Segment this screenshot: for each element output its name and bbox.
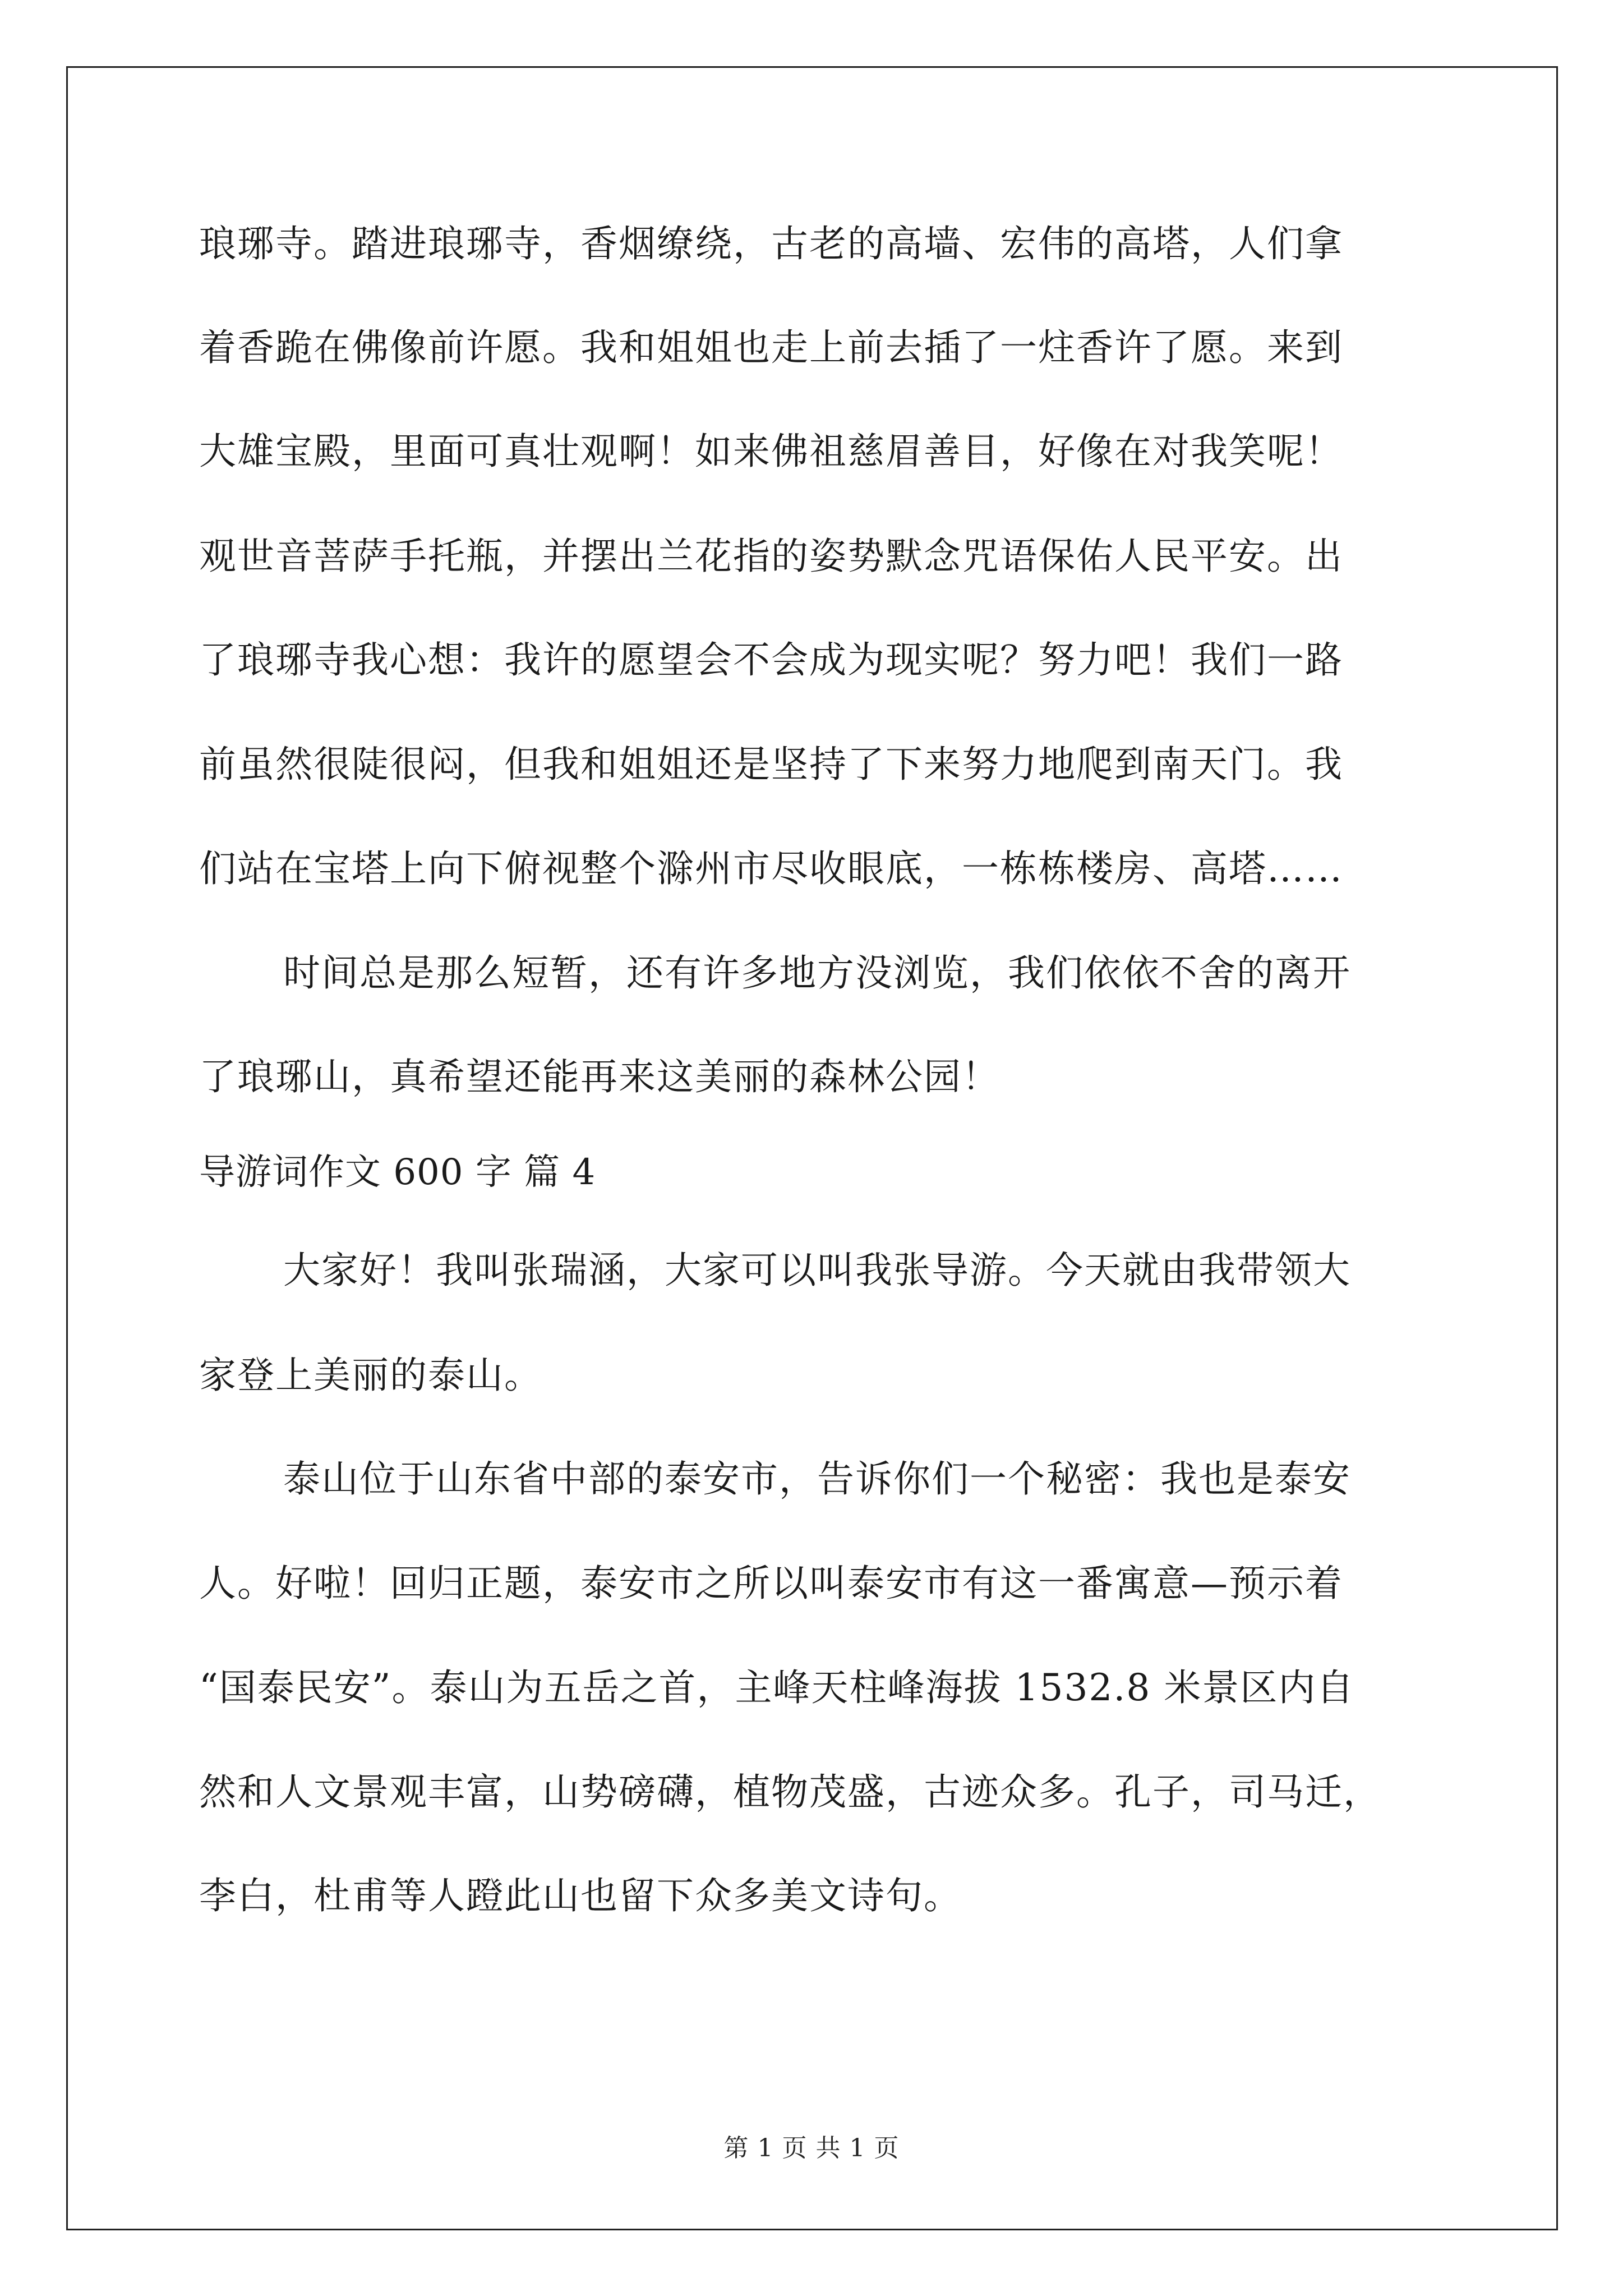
paragraph-1-line-2: 着香跪在佛像前许愿。我和姐姐也走上前去插了一炷香许了愿。来到 [199,326,1343,369]
paragraph-4-line-2: 人。好啦！回归正题，泰安市之所以叫泰安市有这一番寓意—预示着 [199,1562,1343,1605]
paragraph-3-line-2: 家登上美丽的泰山。 [199,1354,542,1397]
paragraph-4-line-4: 然和人文景观丰富，山势磅礴，植物茂盛，古迹众多。孔子，司马迁， [199,1770,1381,1814]
paragraph-2-line-2: 了琅琊山，真希望还能再来这美丽的森林公园！ [199,1055,1000,1098]
paragraph-1-line-7: 们站在宝塔上向下俯视整个滁州市尽收眼底，一栋栋楼房、高塔…… [199,847,1343,890]
paragraph-4-line-5: 李白，杜甫等人蹬此山也留下众多美文诗句。 [199,1874,962,1917]
paragraph-4-line-1: 泰山位于山东省中部的泰安市，告诉你们一个秘密：我也是泰安 [283,1457,1351,1501]
paragraph-4-line-3: “国泰民安”。泰山为五岳之首，主峰天柱峰海拔 1532.8 米景区内自 [199,1666,1355,1709]
paragraph-1-line-3: 大雄宝殿，里面可真壮观啊！如来佛祖慈眉善目，好像在对我笑呢！ [199,430,1343,473]
paragraph-2-line-1: 时间总是那么短暂，还有许多地方没浏览，我们依依不舍的离开 [283,951,1351,995]
paragraph-1-line-4: 观世音菩萨手托瓶，并摆出兰花指的姿势默念咒语保佑人民平安。出 [199,535,1343,578]
paragraph-1-line-5: 了琅琊寺我心想：我许的愿望会不会成为现实呢？努力吧！我们一路 [199,638,1343,682]
page-footer: 第 1 页 共 1 页 [723,2134,900,2162]
paragraph-1-line-1: 琅琊寺。踏进琅琊寺，香烟缭绕，古老的高墙、宏伟的高塔，人们拿 [199,222,1343,265]
paragraph-1-line-6: 前虽然很陡很闷，但我和姐姐还是坚持了下来努力地爬到南天门。我 [199,743,1343,786]
section-heading: 导游词作文 600 字 篇 4 [199,1152,596,1193]
paragraph-3-line-1: 大家好！我叫张瑞涵，大家可以叫我张导游。今天就由我带领大 [283,1249,1351,1292]
